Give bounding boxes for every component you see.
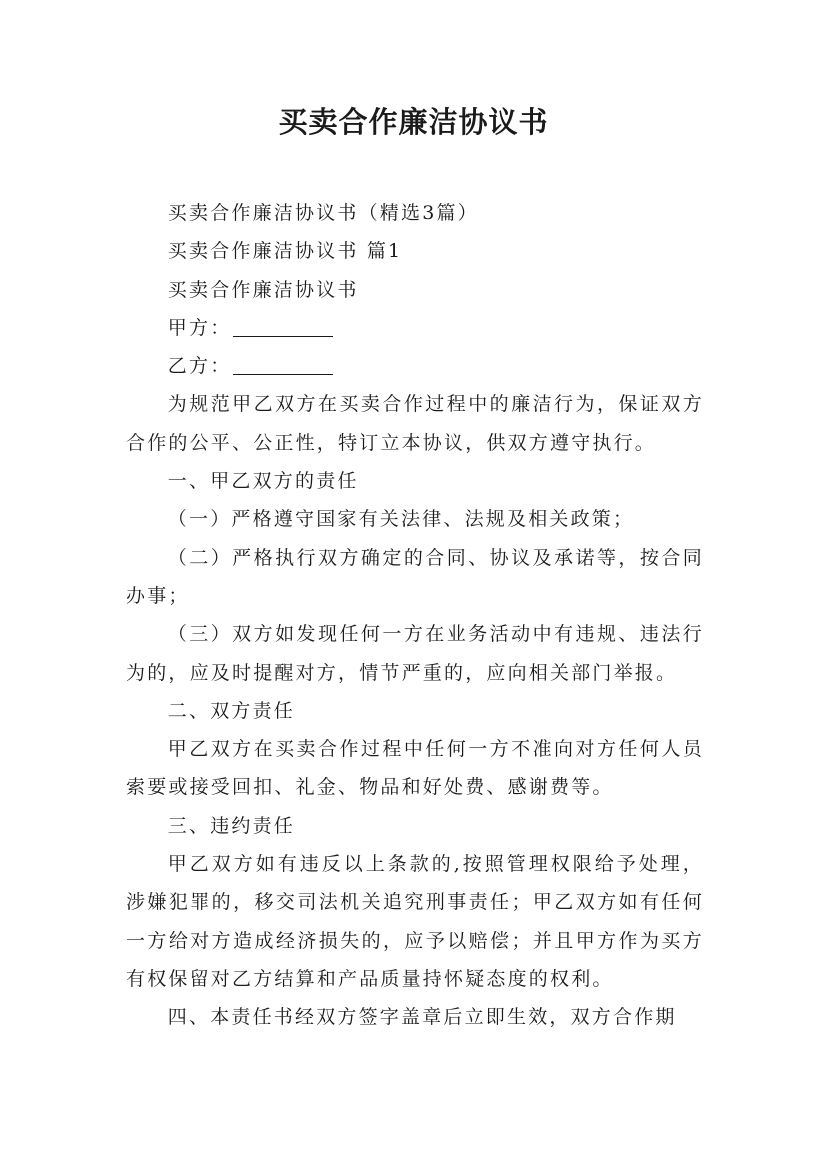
- section1-item3: （三）双方如发现任何一方在业务活动中有违规、违法行为的，应及时提醒对方，情节严重的，应向相关部门举报。: [126, 623, 704, 684]
- intro-paragraph: 为规范甲乙双方在买卖合作过程中的廉洁行为，保证双方合作的公平、公正性，特订立本协议，供双方遵守执行。: [126, 393, 704, 454]
- document-body: [126, 194, 704, 1037]
- chapter-heading: 买卖合作廉洁协议书 篇1: [167, 240, 403, 263]
- section1-item1: （一）严格遵守国家有关法律、法规及相关政策；: [167, 508, 635, 531]
- party-a-line: [126, 309, 704, 347]
- document-title: 买卖合作廉洁协议书: [278, 105, 549, 139]
- party-b-blank: [233, 373, 333, 375]
- party-a-blank: [233, 335, 333, 337]
- section2-text: 甲乙双方在买卖合作过程中任何一方不准向对方任何人员索要或接受回扣、礼金、物品和好处费、感谢费等。: [126, 738, 704, 799]
- collection-subtitle: 买卖合作廉洁协议书（精选3篇）: [167, 202, 479, 224]
- section1-item2: （二）严格执行双方确定的合同、协议及承诺等，按合同办事；: [126, 546, 704, 607]
- section3-text: 甲乙双方如有违反以上条款的,按照管理权限给予处理，涉嫌犯罪的，移交司法机关追究刑事责任；甲乙双方如有任何一方给对方造成经济损失的，应予以赔偿；并且甲方作为买方有权保留对乙方结算和产品质量持怀疑态度的权利。: [126, 853, 704, 990]
- agreement-name: 买卖合作廉洁协议书: [167, 278, 359, 301]
- section3-heading: 三、违约责任: [167, 814, 295, 837]
- party-b-line: [126, 347, 704, 385]
- party-a-label: 甲方：: [167, 316, 232, 339]
- section2-heading: 二、双方责任: [167, 699, 295, 722]
- party-b-label: 乙方：: [167, 355, 232, 378]
- section1-heading: 一、甲乙双方的责任: [167, 470, 359, 493]
- section4-text: 四、本责任书经双方签字盖章后立即生效，双方合作期: [167, 1006, 677, 1029]
